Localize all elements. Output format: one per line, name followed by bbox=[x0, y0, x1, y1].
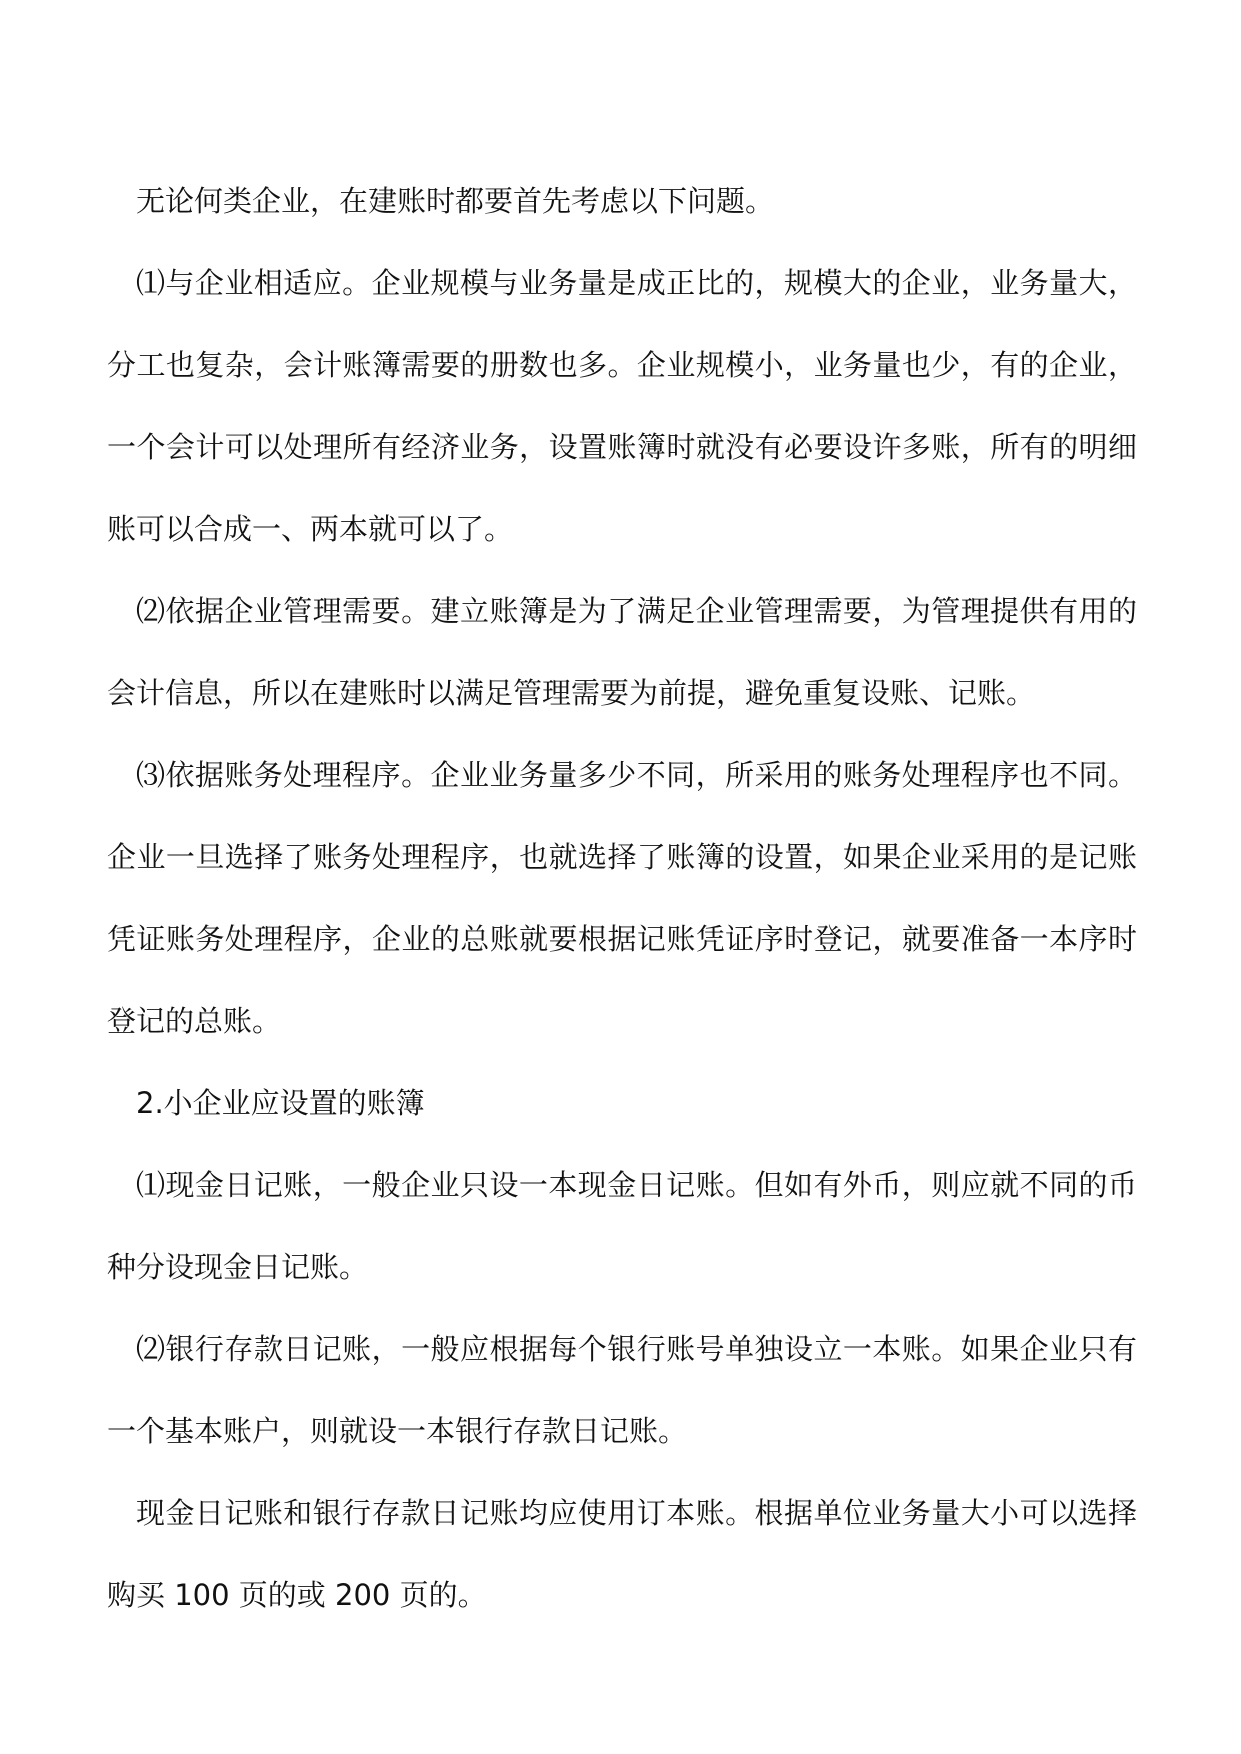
document-body bbox=[107, 160, 1137, 1636]
paragraph-intro: 无论何类企业，在建账时都要首先考虑以下问题。 bbox=[136, 184, 775, 218]
paragraph-point-1: ⑴与企业相适应。企业规模与业务量是成正比的，规模大的企业，业务量大，分工也复杂，会计账簿需要的册数也多。企业规模小，业务量也少，有的企业，一个会计可以处理所有经济业务，设置账簿时就没有必要设许多账，所有的明细账可以合成一、两本就可以了。 bbox=[107, 266, 1137, 546]
paragraph-point-2: ⑵依据企业管理需要。建立账簿是为了满足企业管理需要，为管理提供有用的会计信息，所以在建账时以满足管理需要为前提，避免重复设账、记账。 bbox=[107, 594, 1137, 710]
paragraph-cash-journal: ⑴现金日记账，一般企业只设一本现金日记账。但如有外币，则应就不同的币种分设现金日记账。 bbox=[107, 1168, 1137, 1284]
paragraph-point-3: ⑶依据账务处理程序。企业业务量多少不同，所采用的账务处理程序也不同。企业一旦选择了账务处理程序，也就选择了账簿的设置，如果企业采用的是记账凭证账务处理程序，企业的总账就要根据记账凭证序时登记，就要准备一本序时登记的总账。 bbox=[107, 758, 1137, 1038]
paragraph-bank-journal: ⑵银行存款日记账，一般应根据每个银行账号单独设立一本账。如果企业只有一个基本账户，则就设一本银行存款日记账。 bbox=[107, 1332, 1137, 1448]
section-heading-small-business-ledgers: 2.小企业应设置的账簿 bbox=[136, 1086, 425, 1120]
paragraph-bound-ledger: 现金日记账和银行存款日记账均应使用订本账。根据单位业务量大小可以选择购买 100 页的或 200 页的。 bbox=[107, 1496, 1137, 1612]
